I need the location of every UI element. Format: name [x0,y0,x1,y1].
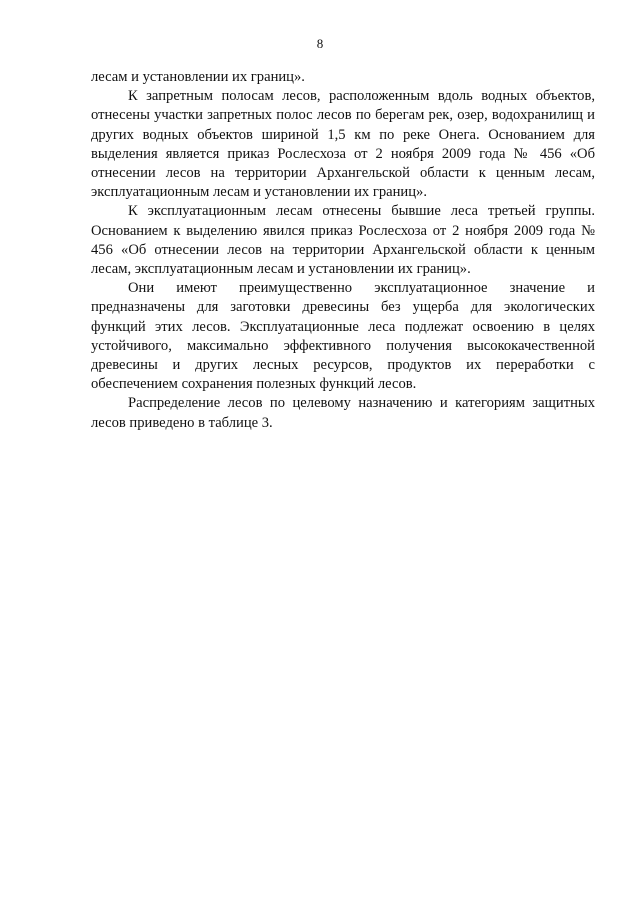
document-body [91,68,595,433]
paragraph-exploitation-purpose: Они имеют преимущественно эксплуатационное значение и предназначены для заготовки древесины без ущерба для экологических функций этих лесов. Эксплуатационные леса подлежат освоению в целях устойчивого, максимально эффективного получения высококачественной древесины и других лесных ресурсов, продуктов их переработки с обеспечением сохранения полезных функций лесов. [91,280,595,393]
paragraph-continuation: лесам и установлении их границ». [91,69,305,85]
paragraph-exploitation-forests: К эксплуатационным лесам отнесены бывшие леса третьей группы. Основанием к выделению явился приказ Рослесхоза от 2 ноября 2009 года № 456 «Об отнесении лесов на территории Архангельской области к ценным лесам, эксплуатационным лесам и установлении их границ». [91,203,595,278]
page-number: 8 [316,36,324,51]
paragraph-protective-strips: К запретным полосам лесов, расположенным вдоль водных объектов, отнесены участки запретных полос лесов по берегам рек, озер, водохранилищ и других водных объектов шириной 1,5 км по реке Онега. Основанием для выделения является приказ Рослесхоза от 2 ноября 2009 года № 456 «Об отнесении лесов на территории Архангельской области к ценным лесам, эксплуатационным лесам и установлении их границ». [91,88,595,201]
paragraph-table-reference: Распределение лесов по целевому назначению и категориям защитных лесов приведено в таблице 3. [91,395,595,431]
